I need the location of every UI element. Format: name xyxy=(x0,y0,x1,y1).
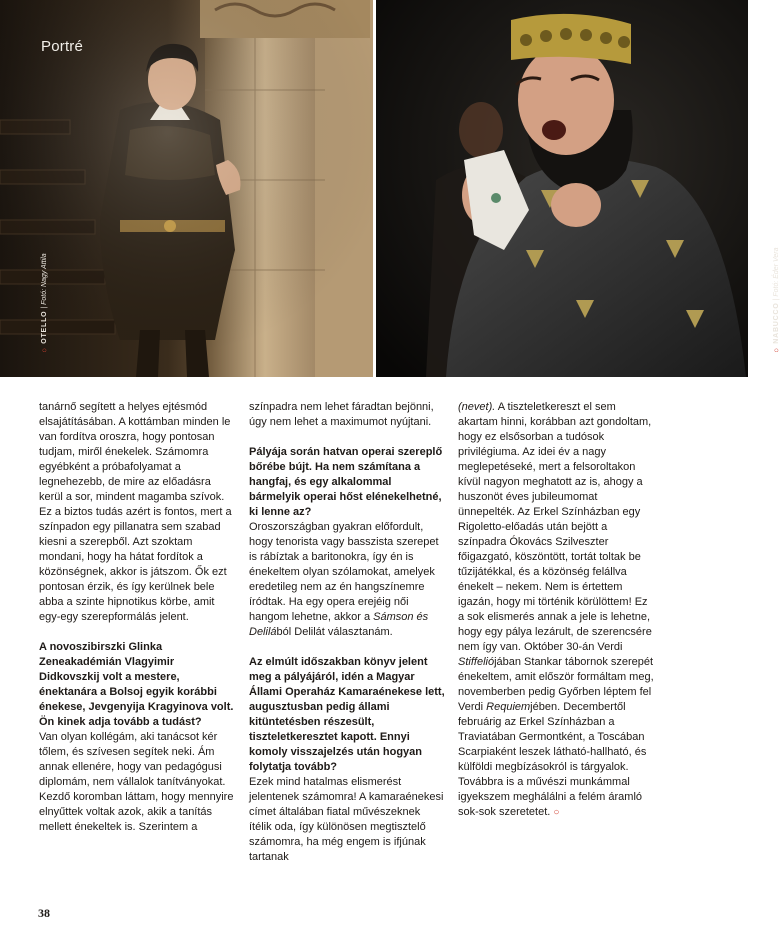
interview-question: A novoszibirszki Glinka Zeneakadémián Vlagyimir Didkovszkij volt a mestere, énektanára a Bolsoj egyik korábbi énekese, Jevgenyija Kragyinova volt. Ön kinek adja tovább a tudást? xyxy=(39,641,234,728)
column-3 xyxy=(458,400,654,820)
opera-title: Stiffelió xyxy=(458,656,495,668)
end-mark-icon: ○ xyxy=(553,807,560,818)
interview-question: Az elmúlt időszakban könyv jelent meg a pályájáról, idén a Magyar Állami Operaház Kamaraénekese lett, augusztusban pedig állami kitüntetésben részesült, tiszteletkeresztet kapott. Ennyi komoly visszajelzés után hogyan folytatja tovább? xyxy=(249,656,445,773)
text-run: Oroszországban gyakran előfordult, hogy tenorista vagy basszista szerepet is rábíztak a baritonokra, így én is énekeltem olyan szólamokat, amelyek eredetileg nem az én hangszínemre íródtak. Ha egy opera erejéig női hangom lehetne, akkor a xyxy=(249,521,439,623)
text-run: jében. Decembertől februárig az Erkel Színházban a Traviatában Germontként, a Toscában Scarpiaként leszek látható-hallható, és külföldi megbízásokról is tárgyalok. Továbbra is a művészi munkámmal igyekszem meghálálni a felém áramló sok-sok szeretetet. xyxy=(458,701,647,818)
interview-question: Pályája során hatvan operai szereplő bőrébe bújt. Ha nem számítana a hangfaj, és egy alkalommal bármelyik operai hőst elénekelhetné, ki lenne az? xyxy=(249,446,443,518)
text-run: A tiszteletkereszt el sem akartam hinni, korábban azt gondoltam, hogy ez elsősorban a tudósok privilégiuma. Az idei év a nagy meglepetéseké, mert a felsoroltakon kívül nagyon meghatott az is, ahogy a huszonöt éves jubileumomat ünnepelték. Az Erkel Színházban egy Rigoletto-előadás után bejött a színpadra Ókovács Szilveszter főigazgató, köszöntött, tortát toltak be tűzijátékkal, és a közönség felállva énekelt – nekem. Nem is értettem igazán, hogy mi történik körülöttem! Ez a sok elismerés annak a jele is lehetne, hogy egy pálya lezárult, de szerencsére nem így van. Október 30-án Verdi xyxy=(458,401,652,653)
caption-bullet-icon: ○ xyxy=(40,343,49,355)
photo-caption: ○ NABUCCO | Fotó: Éder Vera xyxy=(772,247,781,355)
caption-credit: Fotó: Éder Vera xyxy=(773,247,780,297)
photo-caption: ○ OTELLO | Fotó: Nagy Attila xyxy=(40,253,49,355)
text-run: jában Stankar tábornok szerepét énekeltem, amit először formáltam meg, novemberben pedig Győrben léptem fel Verdi xyxy=(458,656,654,713)
paragraph: tanárnő segített a helyes ejtésmód elsajátításában. A kottámban minden le van fordítva oroszra, hogy pontosan tudjam, miről énekelek. Számomra egyébként a próbafolyamat a legnehezebb, de mire az előadásra kerül a sor, mindent magamba szívok. Ez a biztos tudás azért is fontos, mert a színpadon egy pillanatra sem szabad kiesni a szerepből. Azt szoktam mondani, hogy ha hátat fordítok a közönségnek, akkor is játszom. Ők ezt pontosan érzik, és így kerülnek bele abba a szinte hipnotikus körbe, amit egy-egy szerepformálás jelent. xyxy=(39,401,232,623)
column-1 xyxy=(39,400,235,835)
column-2 xyxy=(249,400,445,865)
section-label: Portré xyxy=(41,38,84,55)
paragraph: Ezek mind hatalmas elismerést jelentenek számomra! A kamaraénekesi címet általában fiatal művészeknek ítélik oda, így különösen megtisztelő számomra, ha még engem is ifjúnak tartanak xyxy=(249,776,444,863)
paragraph: Van olyan kollégám, aki tanácsot kér tőlem, és szívesen segítek neki. Ám annak ellenére, hogy van pedagógusi diplomám, nem vállalok tanítványokat. Kezdő koromban láttam, hogy mennyire elnyűttek voltak azok, akik a tanítás mellett énekeltek is. Szerintem a xyxy=(39,731,234,833)
page-number: 38 xyxy=(38,906,50,920)
opera-title: Sámson és Delilá xyxy=(249,611,429,638)
aside-text: (nevet). xyxy=(458,401,496,413)
paragraph xyxy=(249,520,445,640)
caption-production: OTELLO xyxy=(41,310,48,344)
caption-bullet-icon: ○ xyxy=(772,343,781,355)
paragraph xyxy=(458,400,654,820)
opera-title: Requiem xyxy=(486,701,531,713)
text-run: ból Delilát választanám. xyxy=(276,626,393,638)
caption-credit: Fotó: Nagy Attila xyxy=(41,253,48,305)
caption-production: NABUCCO xyxy=(773,302,780,344)
paragraph: színpadra nem lehet fáradtan bejönni, úgy nem lehet a maximumot nyújtani. xyxy=(249,401,434,428)
